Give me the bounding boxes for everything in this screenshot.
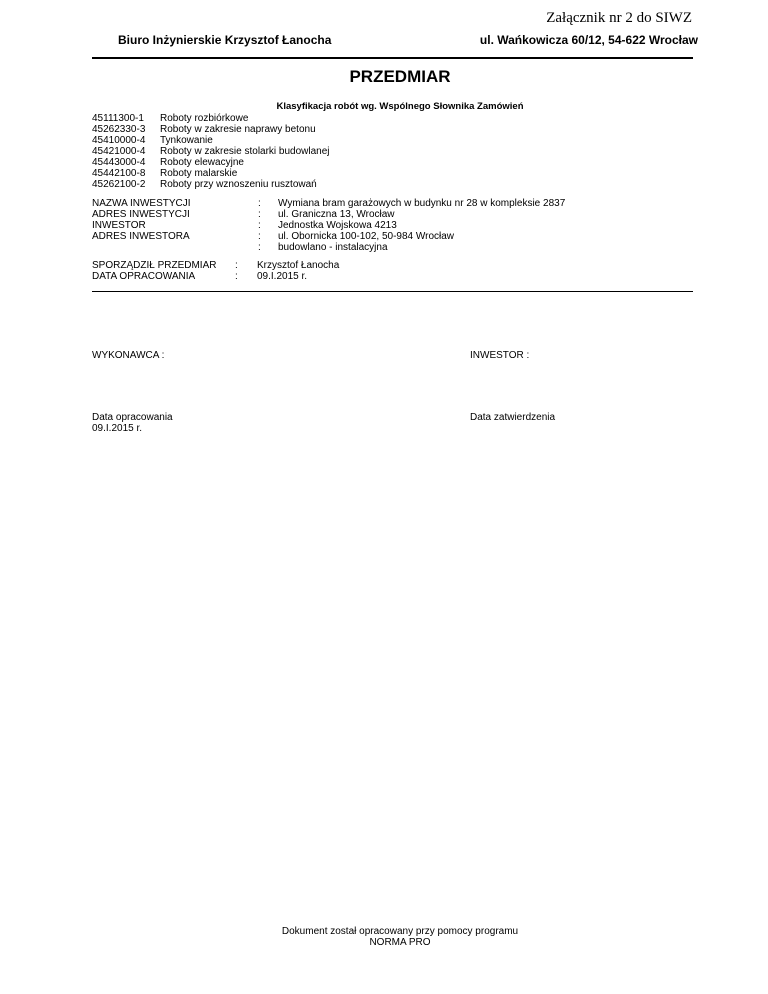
- investment-row: [92, 231, 565, 242]
- investment-details: [92, 198, 565, 253]
- field-colon: :: [258, 209, 261, 220]
- field-value: Krzysztof Łanocha: [257, 260, 340, 271]
- field-label: INWESTOR: [92, 220, 146, 231]
- field-value: Jednostka Wojskowa 4213: [278, 220, 397, 231]
- company-name: Biuro Inżynierskie Krzysztof Łanocha: [118, 33, 332, 47]
- footer-program-name: NORMA PRO: [369, 937, 431, 948]
- contractor-label: WYKONAWCA :: [92, 350, 165, 361]
- cpv-label: Tynkowanie: [160, 135, 213, 146]
- investment-row: [92, 242, 565, 253]
- field-colon: :: [258, 198, 261, 209]
- approval-date-label: Data zatwierdzenia: [470, 412, 556, 423]
- field-label: ADRES INWESTORA: [92, 231, 190, 242]
- investment-row: [92, 198, 565, 209]
- cpv-code: 45442100-8: [92, 168, 146, 179]
- cpv-code: 45262330-3: [92, 124, 146, 135]
- field-value: budowlano - instalacyjna: [278, 242, 388, 253]
- field-colon: :: [258, 220, 261, 231]
- classification-heading: Klasyfikacja robót wg. Wspólnego Słownika Zamówień: [276, 101, 524, 112]
- investment-row: [92, 220, 565, 231]
- annex-label: Załącznik nr 2 do SIWZ: [546, 10, 692, 26]
- field-value: Wymiana bram garażowych w budynku nr 28 w kompleksie 2837: [278, 198, 566, 209]
- cpv-code: 45410000-4: [92, 135, 146, 146]
- field-value: ul. Graniczna 13, Wrocław: [278, 209, 395, 220]
- company-address: ul. Wańkowicza 60/12, 54-622 Wrocław: [479, 33, 698, 47]
- field-label: ADRES INWESTYCJI: [92, 209, 190, 220]
- cpv-label: Roboty elewacyjne: [160, 157, 244, 168]
- field-label: DATA OPRACOWANIA: [92, 271, 196, 282]
- preparation-date-value: 09.I.2015 r.: [92, 423, 143, 434]
- classification-row: [92, 135, 330, 146]
- field-label: SPORZĄDZIŁ PRZEDMIAR: [92, 260, 217, 271]
- preparation-row: [92, 271, 339, 282]
- header-divider: [92, 57, 693, 59]
- cpv-label: Roboty w zakresie stolarki budowlanej: [160, 146, 330, 157]
- classification-list: [92, 113, 330, 190]
- field-value: ul. Obornicka 100-102, 50-984 Wrocław: [278, 231, 455, 242]
- classification-row: [92, 124, 330, 135]
- preparation-date-block: [92, 412, 173, 434]
- field-label: NAZWA INWESTYCJI: [92, 198, 191, 209]
- page-title: PRZEDMIAR: [349, 67, 451, 86]
- field-colon: :: [258, 231, 261, 242]
- investor-label: INWESTOR :: [470, 350, 530, 361]
- cpv-label: Roboty przy wznoszeniu rusztowań: [160, 179, 317, 190]
- cpv-code: 45262100-2: [92, 179, 146, 190]
- footer-line: Dokument został opracowany przy pomocy programu: [281, 926, 519, 937]
- section-divider: [92, 291, 693, 292]
- classification-row: [92, 179, 330, 190]
- cpv-code: 45421000-4: [92, 146, 146, 157]
- footer-note: [0, 926, 768, 948]
- cpv-label: Roboty malarskie: [160, 168, 238, 179]
- cpv-label: Roboty w zakresie naprawy betonu: [160, 124, 316, 135]
- classification-row: [92, 157, 330, 168]
- field-value: 09.I.2015 r.: [257, 271, 308, 282]
- field-colon: :: [235, 271, 238, 282]
- field-colon: :: [258, 242, 261, 253]
- field-label: [92, 242, 258, 253]
- preparation-date-label: Data opracowania: [92, 412, 173, 423]
- field-colon: :: [235, 260, 238, 271]
- preparation-row: [92, 260, 339, 271]
- cpv-code: 45443000-4: [92, 157, 146, 168]
- cpv-label: Roboty rozbiórkowe: [160, 113, 249, 124]
- cpv-code: 45111300-1: [92, 113, 144, 124]
- classification-row: [92, 113, 330, 124]
- investment-row: [92, 209, 565, 220]
- classification-row: [92, 146, 330, 157]
- classification-row: [92, 168, 330, 179]
- preparation-details: [92, 260, 339, 282]
